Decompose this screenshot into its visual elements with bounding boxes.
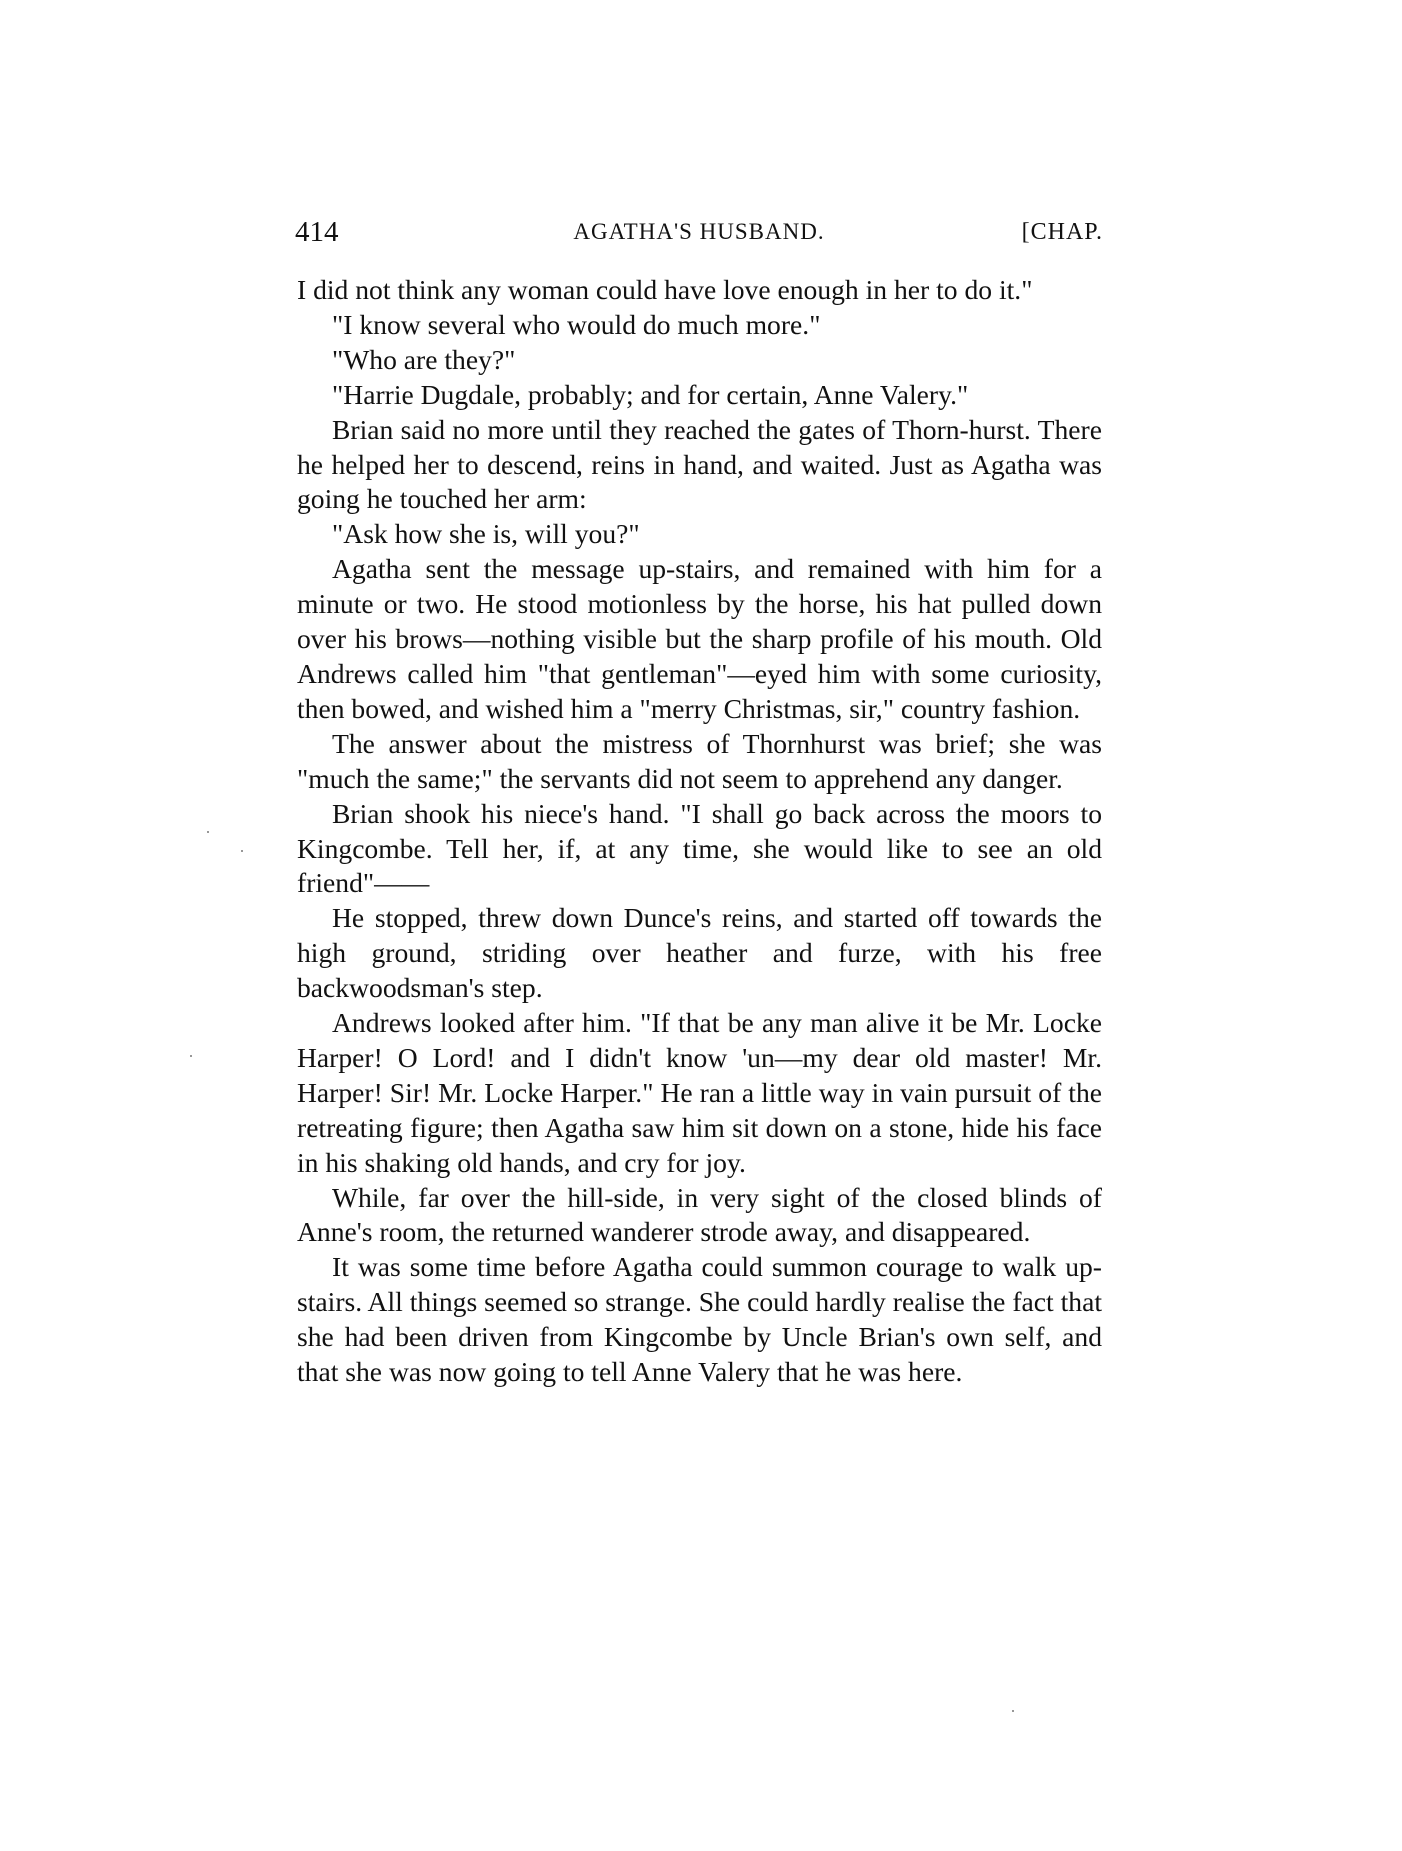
paragraph: Andrews looked after him. "If that be any man alive it be Mr. Locke Harper! O Lord! and I didn't know 'un—my dear old master! Mr. Harper! Sir! Mr. Locke Harper." He ran a little way in vain pursuit of the retreating figure; then Agatha saw him sit down on a stone, hide his face in his shaking old hands, and cry for joy.: [297, 1007, 1102, 1178]
body-text: [297, 273, 1102, 1390]
page-number: 414: [295, 216, 339, 248]
print-speck: [1012, 1710, 1014, 1712]
chapter-marker: [CHAP.: [1021, 219, 1103, 245]
paragraph: It was some time before Agatha could summon courage to walk up-stairs. All things seemed so strange. She could hardly realise the fact that she had been driven from Kingcombe by Uncle Brian's own self, and that she was now going to tell Anne Valery that he was here.: [297, 1251, 1102, 1388]
paragraph: While, far over the hill-side, in very sight of the closed blinds of Anne's room, the returned wanderer strode away, and disappeared.: [297, 1181, 1102, 1248]
paragraph: Brian said no more until they reached the gates of Thorn-hurst. There he helped her to descend, reins in hand, and waited. Just as Agatha was going he touched her arm:: [297, 413, 1102, 515]
paragraph: Brian shook his niece's hand. "I shall go back across the moors to Kingcombe. Tell her, if, at any time, she would like to see an old friend"——: [297, 797, 1102, 899]
paragraph: "Harrie Dugdale, probably; and for certain, Anne Valery.": [332, 378, 969, 410]
print-speck: [241, 850, 243, 852]
paragraph: I did not think any woman could have love enough in her to do it.": [297, 274, 1033, 305]
paragraph: "I know several who would do much more.": [332, 308, 821, 340]
paragraph: Agatha sent the message up-stairs, and remained with him for a minute or two. He stood motionless by the horse, his hat pulled down over his brows—nothing visible but the sharp profile of his mouth. Old Andrews called him "that gentleman"—eyed him with some curiosity, then bowed, and wished him a "merry Christmas, sir," country fashion.: [297, 553, 1102, 724]
paragraph: "Who are they?": [332, 343, 516, 375]
paragraph: He stopped, threw down Dunce's reins, and started off towards the high ground, striding over heather and furze, with his free backwoodsman's step.: [297, 902, 1102, 1004]
print-speck: [190, 1055, 192, 1057]
print-speck: [207, 831, 209, 833]
running-title: AGATHA'S HUSBAND.: [573, 219, 825, 244]
paragraph: "Ask how she is, will you?": [332, 518, 640, 550]
running-head: [295, 212, 1103, 252]
paragraph: The answer about the mistress of Thornhurst was brief; she was "much the same;" the servants did not seem to apprehend any danger.: [297, 727, 1102, 794]
